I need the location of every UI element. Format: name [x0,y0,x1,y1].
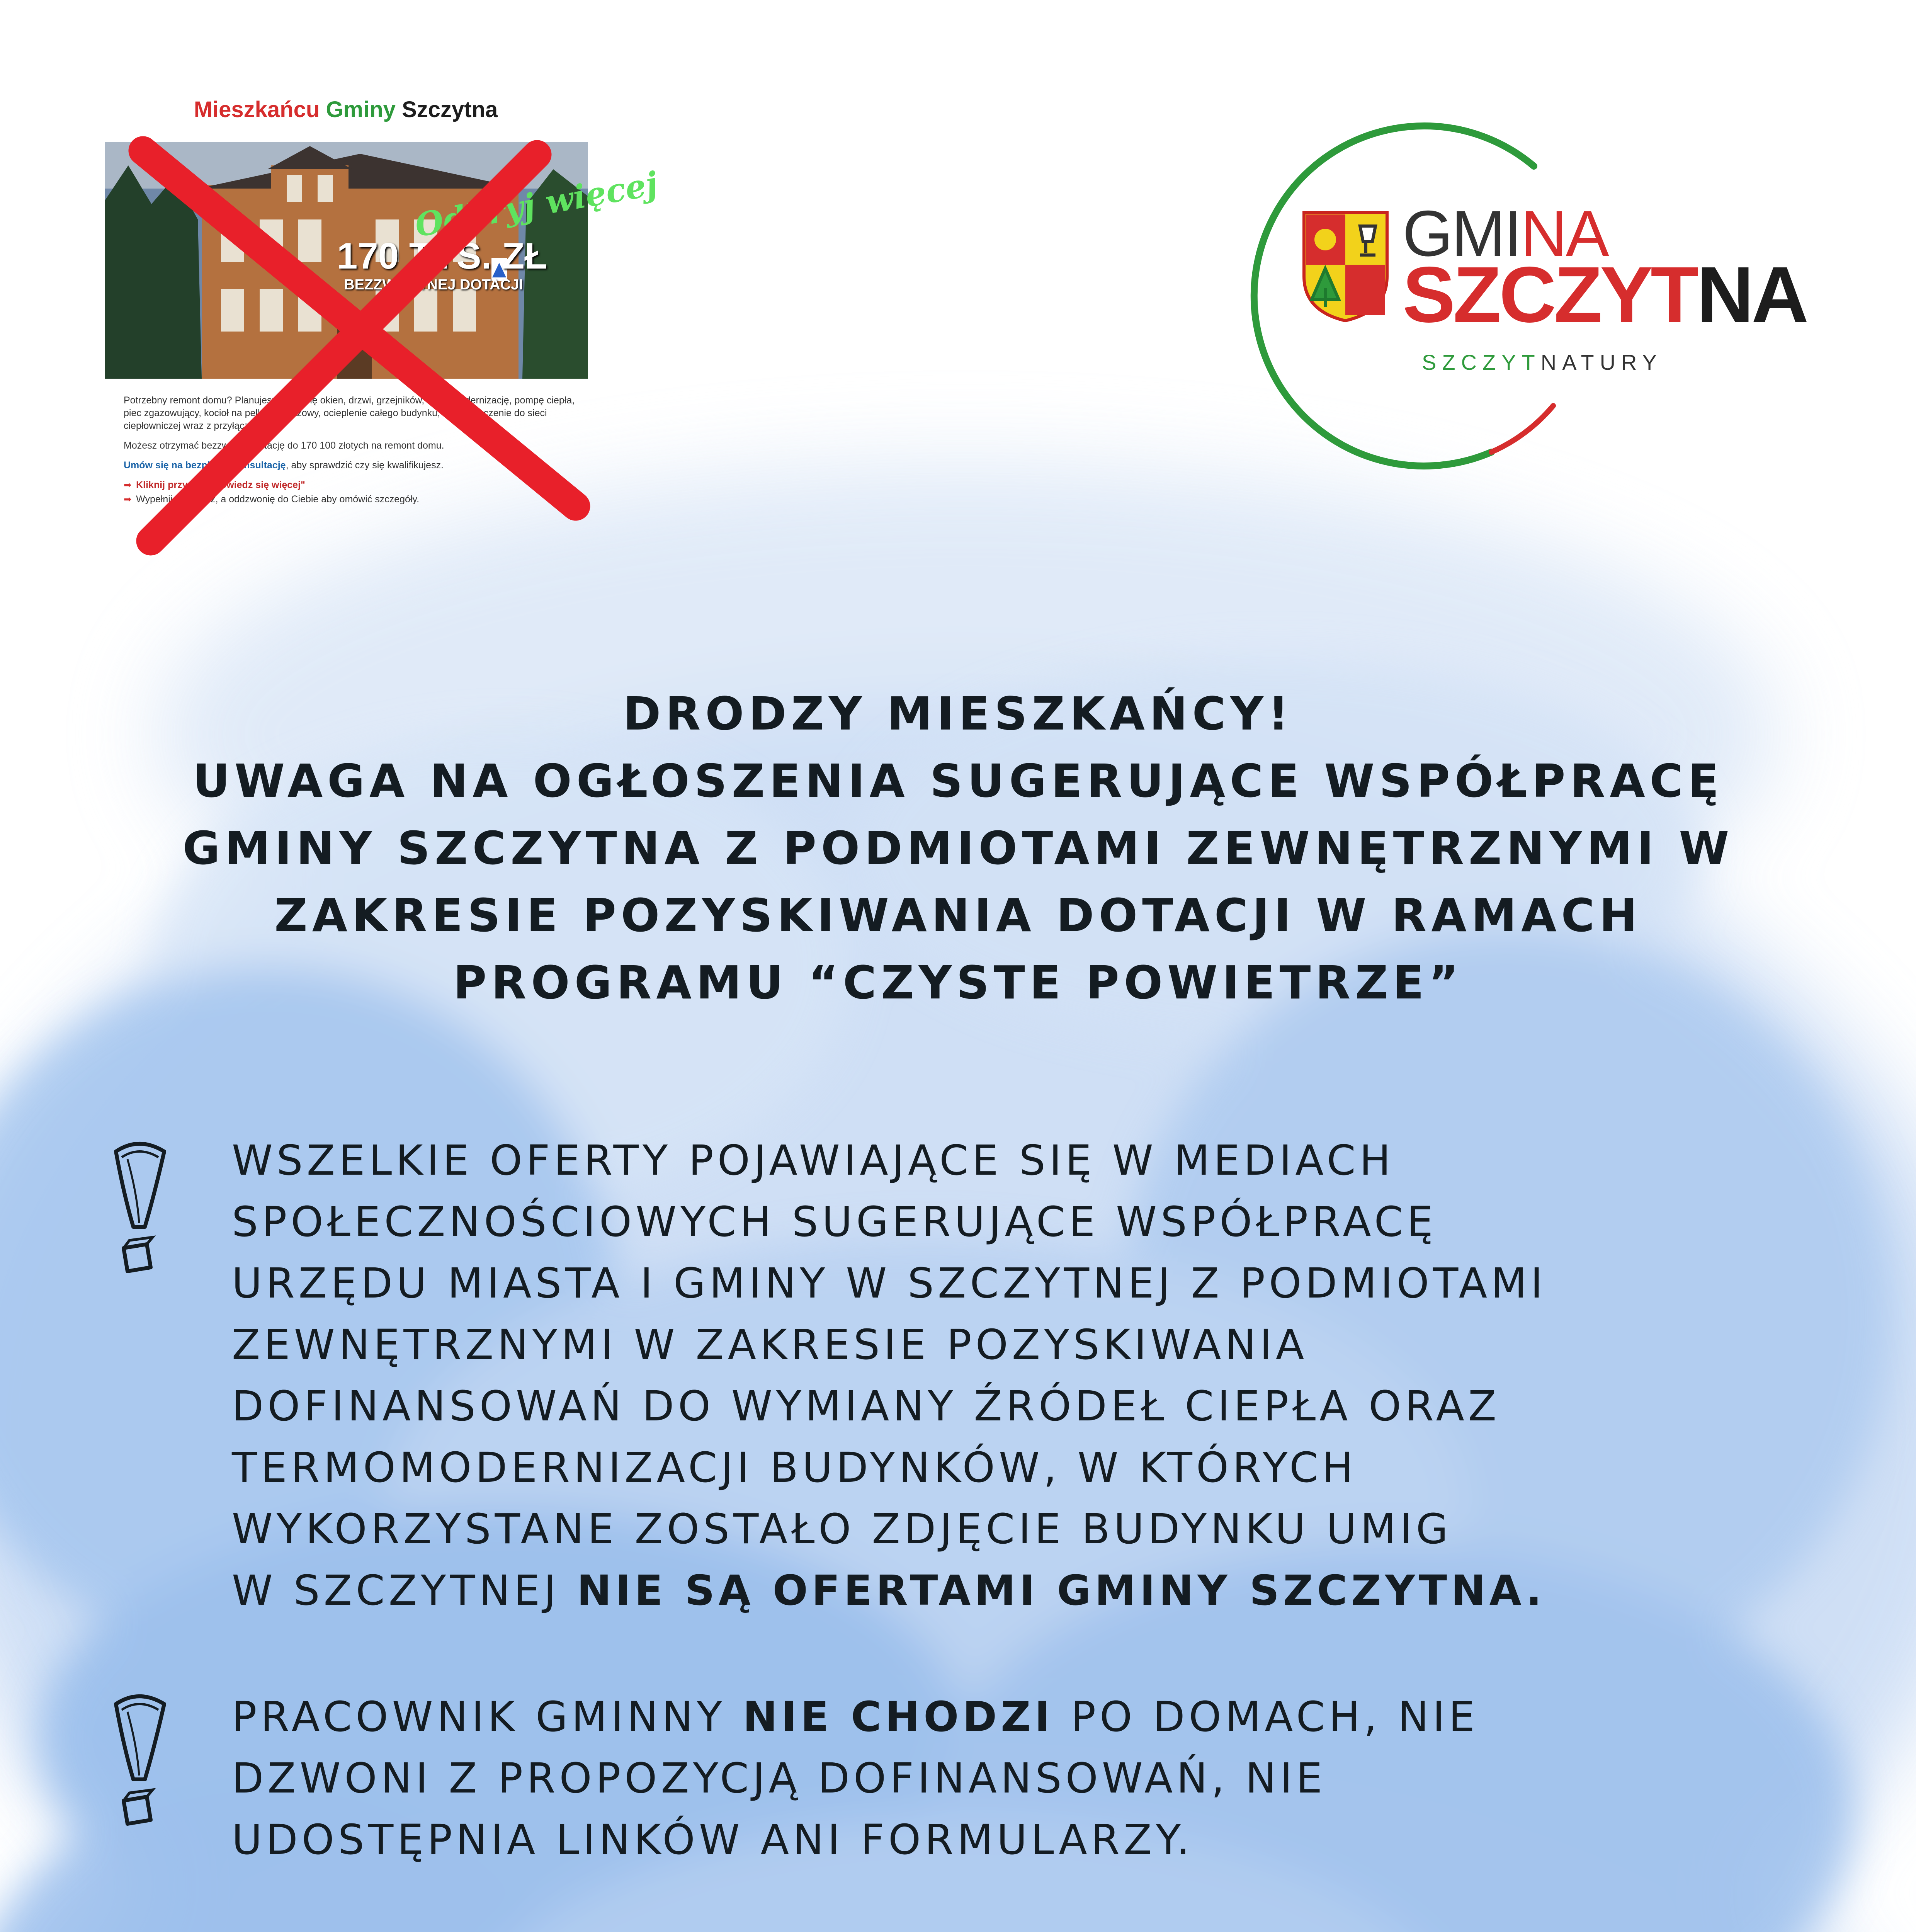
notice-line: WYKORZYSTANE ZOSTAŁO ZDJĘCIE BUDYNKU UMIG [232,1499,1739,1560]
notice-line: UDOSTĘPNIA LINKÓW ANI FORMULARZY. [232,1810,1739,1871]
ad-step-2: ➡ Wypełnij formularz, a oddzwonię do Ciebie aby omówić szczegóły. [124,493,580,506]
headline-line: UWAGA NA OGŁOSZENIA SUGERUJĄCE WSPÓŁPRACĘ [147,747,1770,815]
headline-line: PROGRAMU “CZYSTE POWIETRZE” [147,949,1770,1016]
notice-line: PRACOWNIK GMINNY NIE CHODZI PO DOMACH, NIE [232,1687,1739,1748]
notice-line: URZĘDU MIASTA I GMINY W SZCZYTNEJ Z PODMIOTAMI [232,1253,1739,1315]
headline-line: DRODZY MIESZKAŃCY! [147,680,1770,747]
ad-step-1: ➡ Kliknij "Dowiedz się więcej" [124,479,580,492]
arrow-right-icon: ➡ [124,493,131,506]
notice-line: SPOŁECZNOŚCIOWYCH SUGERUJĄCE WSPÓŁPRACĘ [232,1192,1739,1253]
ad-overlay-script: Odkryj więcej [412,179,579,244]
notice-line: WSZELKIE OFERTY POJAWIAJĄCE SIĘ W MEDIACH [232,1130,1739,1192]
notice-line: DOFINANSOWAŃ DO WYMIANY ŹRÓDEŁ CIEPŁA ORAZ [232,1376,1739,1437]
logo-szczytna-text: SZCZYTNA [1403,255,1806,334]
headline-line: ZAKRESIE POZYSKIWANIA DOTACJI W RAMACH [147,882,1770,949]
ad-paragraph-2: Możesz otrzymać bezzwrotną dotację do 170 100 złotych na remont domu. [124,439,580,452]
ad-cta: Umów się na bezpłatną konsultację, aby sprawdzić czy się kwalifikujesz. [124,459,580,472]
logo-gmina-text: GMINA [1403,201,1608,266]
ad-title: Mieszkańcu Gminy Szczytna [100,97,591,122]
ad-overlay-subtitle: BEZZWROTNEJ DOTACJI [337,277,530,293]
notice-line: DZWONI Z PROPOZYCJĄ DOFINANSOWAŃ, NIE [232,1748,1739,1810]
notice-line: W SZCZYTNEJ NIE SĄ OFERTAMI GMINY SZCZYTNA. [232,1560,1739,1622]
logo-tagline: SZCZYTNATURY [1422,352,1663,373]
notice-line: ZEWNĘTRZNYMI W ZAKRESIE POZYSKIWANIA [232,1315,1739,1376]
ad-overlay-amount: 170 ZŁ [337,235,530,277]
arrow-right-icon: ➡ [124,479,131,492]
notice-line: TERMOMODERNIZACJI BUDYNKÓW, W KTÓRYCH [232,1437,1739,1499]
headline-line: GMINY SZCZYTNA Z PODMIOTAMI ZEWNĘTRZNYMI W [147,815,1770,882]
ad-paragraph-1: Potrzebny remont domu? Planujesz wymianę okien, drzwi, grzejników, termomodernizację, pompę ciepła, piec zgazowujący, kocioł na pellet lub gazowy, ocieplenie całego budynku, czy podłączenie do sieci ciepłowniczej wraz z przyłączem? [124,394,580,432]
